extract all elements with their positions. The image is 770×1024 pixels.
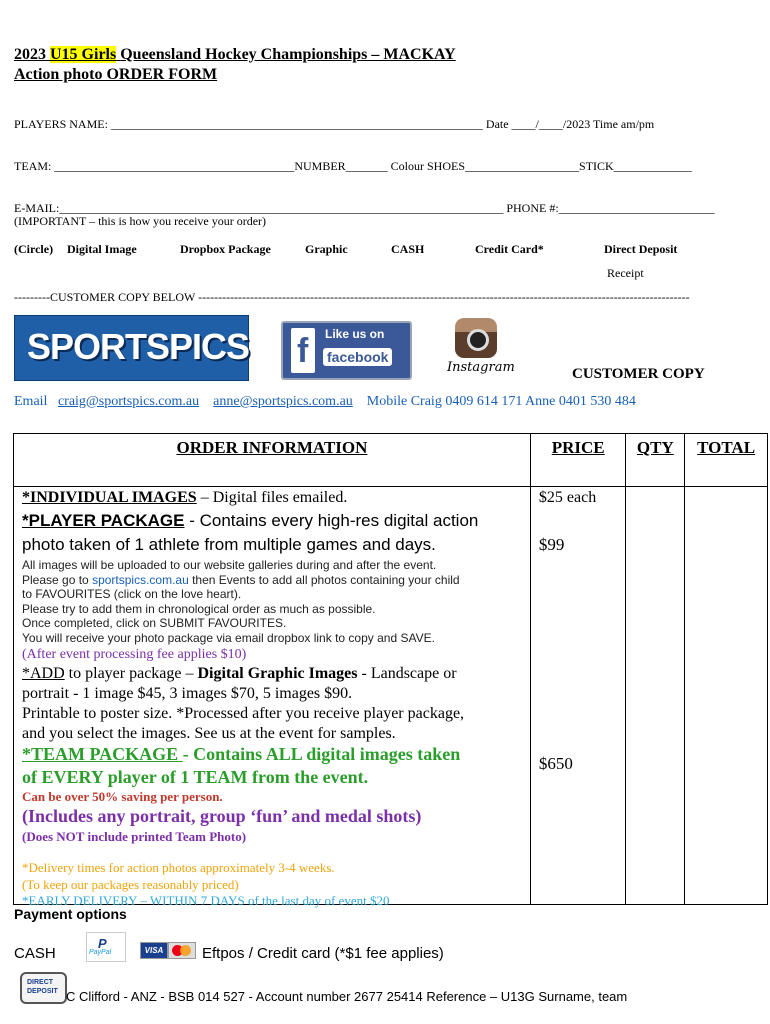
- mastercard-logo: [168, 942, 196, 959]
- individual-images-title: *INDIVIDUAL IMAGES: [22, 489, 197, 506]
- important-note: (IMPORTANT – this is how you receive your order): [14, 214, 267, 228]
- title-year: 2023: [14, 46, 46, 63]
- facebook-text: facebook: [323, 348, 392, 366]
- email-link-anne[interactable]: anne@sportspics.com.au: [213, 394, 353, 409]
- saving-note: Can be over 50% saving per person.: [22, 789, 223, 804]
- delivery-notes: [22, 860, 389, 910]
- bank-account-line: C Clifford - ANZ - BSB 014 527 - Account number 2677 25414 Reference – U13G Surname, team: [66, 989, 628, 1004]
- option-graphic[interactable]: Graphic: [305, 242, 348, 256]
- dd-text2: DEPOSIT: [27, 988, 58, 995]
- eftpos-label: Eftpos / Credit card (*$1 fee applies): [202, 945, 444, 962]
- facebook-f-icon: f: [291, 328, 315, 373]
- sportspics-logo-text: SPORTSPICS: [27, 326, 250, 367]
- option-digital-image[interactable]: Digital Image: [67, 242, 137, 256]
- players-name-line[interactable]: PLAYERS NAME: ______________________________________________________________ Date ____/____/2023 Time am/pm: [14, 117, 655, 131]
- option-credit-card[interactable]: Credit Card*: [475, 242, 544, 256]
- option-cash[interactable]: CASH: [391, 242, 425, 256]
- cash-label: CASH: [14, 945, 56, 962]
- graphic-note2: and you select the images. See us at the event for samples.: [22, 725, 396, 742]
- order-info-header: ORDER INFORMATION: [14, 434, 531, 487]
- individual-images-desc: – Digital files emailed.: [196, 489, 348, 506]
- facebook-like-text: Like us on: [325, 327, 385, 341]
- team-package-title: *TEAM PACKAGE: [22, 744, 183, 764]
- sportspics-site-link[interactable]: sportspics.com.au: [92, 572, 189, 587]
- team-line[interactable]: TEAM: ________________________________________NUMBER_______ Colour SHOES___________________STICK_____________: [14, 159, 692, 173]
- price-cell: [530, 487, 626, 905]
- page-subtitle: Action photo ORDER FORM: [14, 66, 218, 83]
- player-price: $99: [538, 535, 565, 554]
- includes-note: (Includes any portrait, group ‘fun’ and medal shots): [22, 806, 422, 826]
- add-mid: to player package –: [64, 665, 198, 682]
- email-label: Email: [14, 394, 48, 409]
- title-rest: Queensland Hockey Championships – MACKAY: [120, 46, 456, 63]
- option-direct-deposit[interactable]: Direct Deposit: [604, 242, 678, 256]
- mobile-numbers: Mobile Craig 0409 614 171 Anne 0401 530 484: [366, 394, 636, 409]
- early-delivery-note: *EARLY DELIVERY – WITHIN 7 DAYS of the last day of event $20: [22, 893, 390, 908]
- team-package-desc: - Contains ALL digital images taken: [182, 744, 461, 764]
- qty-cell[interactable]: [626, 487, 685, 905]
- not-included-note: (Does NOT include printed Team Photo): [22, 829, 247, 844]
- info-line: Please try to add them in chronological order as much as possible.: [22, 601, 376, 616]
- title-highlight: U15 Girls: [50, 46, 117, 63]
- info-line-post: then Events to add all photos containing your child: [188, 572, 460, 587]
- customer-copy-label: CUSTOMER COPY: [572, 366, 705, 382]
- direct-deposit-icon: [20, 972, 67, 1004]
- email-link-craig[interactable]: craig@sportspics.com.au: [57, 394, 200, 409]
- info-line: Once completed, click on SUBMIT FAVOURITES.: [22, 616, 287, 630]
- individual-price: $25 each: [538, 489, 597, 506]
- info-line-pre: Please go to: [22, 572, 93, 587]
- circle-label: (Circle): [14, 242, 54, 256]
- add-graphic-section: [22, 664, 464, 744]
- info-line: to FAVOURITES (click on the love heart).: [22, 587, 242, 601]
- delivery-time-note: *Delivery times for action photos approximately 3-4 weeks.: [22, 860, 335, 875]
- total-header: TOTAL: [685, 434, 768, 487]
- digital-graphic-title: Digital Graphic Images: [197, 665, 358, 682]
- order-table: [13, 433, 768, 908]
- instagram-label: Instagram: [447, 360, 515, 375]
- graphic-note: Printable to poster size. *Processed after you receive player package,: [22, 705, 465, 722]
- add-rest: - Landscape or: [357, 665, 457, 682]
- customer-copy-divider: ---------CUSTOMER COPY BELOW ---------------------------------------------------------------------------------------------------------------------------: [14, 290, 690, 304]
- info-line: You will receive your photo package via email dropbox link to copy and SAVE.: [22, 630, 435, 645]
- individual-images-row: [22, 489, 347, 507]
- paypal-logo: P PayPal: [86, 932, 126, 962]
- processing-fee-note: (After event processing fee applies $10): [22, 647, 247, 662]
- visa-logo: VISA: [140, 942, 168, 959]
- qty-header: QTY: [626, 434, 685, 487]
- player-package-desc: - Contains every high-res digital action: [184, 511, 479, 530]
- delivery-price-note: (To keep our packages reasonably priced): [22, 876, 239, 892]
- facebook-badge[interactable]: [281, 321, 412, 380]
- option-dropbox-package[interactable]: Dropbox Package: [180, 242, 271, 256]
- team-package-section: [22, 743, 460, 789]
- team-price: $650: [538, 754, 573, 773]
- price-header: PRICE: [530, 434, 626, 487]
- dd-text1: DIRECT: [27, 979, 54, 986]
- team-package-desc2: of EVERY player of 1 TEAM from the event.: [22, 767, 369, 787]
- receipt-label: Receipt: [607, 266, 644, 280]
- contact-line: [14, 394, 636, 410]
- graphic-prices: portrait - 1 image $45, 3 images $70, 5 images $90.: [22, 685, 353, 702]
- page-title: [14, 45, 456, 64]
- player-package-line2: photo taken of 1 athlete from multiple games and days.: [22, 535, 436, 554]
- player-package-row: [22, 511, 478, 531]
- payment-heading: Payment options: [14, 906, 127, 922]
- instagram-icon[interactable]: [455, 318, 497, 358]
- sportspics-logo: [14, 315, 249, 381]
- email-line[interactable]: E-MAIL:__________________________________________________________________________ PHONE #:__________________________: [14, 201, 715, 215]
- info-line: [22, 573, 460, 588]
- player-package-title: *PLAYER PACKAGE: [22, 511, 185, 530]
- paypal-text: PayPal: [89, 949, 112, 956]
- player-package-info: [22, 558, 460, 645]
- add-label: *ADD: [22, 665, 65, 682]
- order-info-cell: [14, 487, 531, 908]
- info-line: All images will be uploaded to our website galleries during and after the event.: [22, 558, 437, 572]
- total-cell[interactable]: [685, 487, 768, 905]
